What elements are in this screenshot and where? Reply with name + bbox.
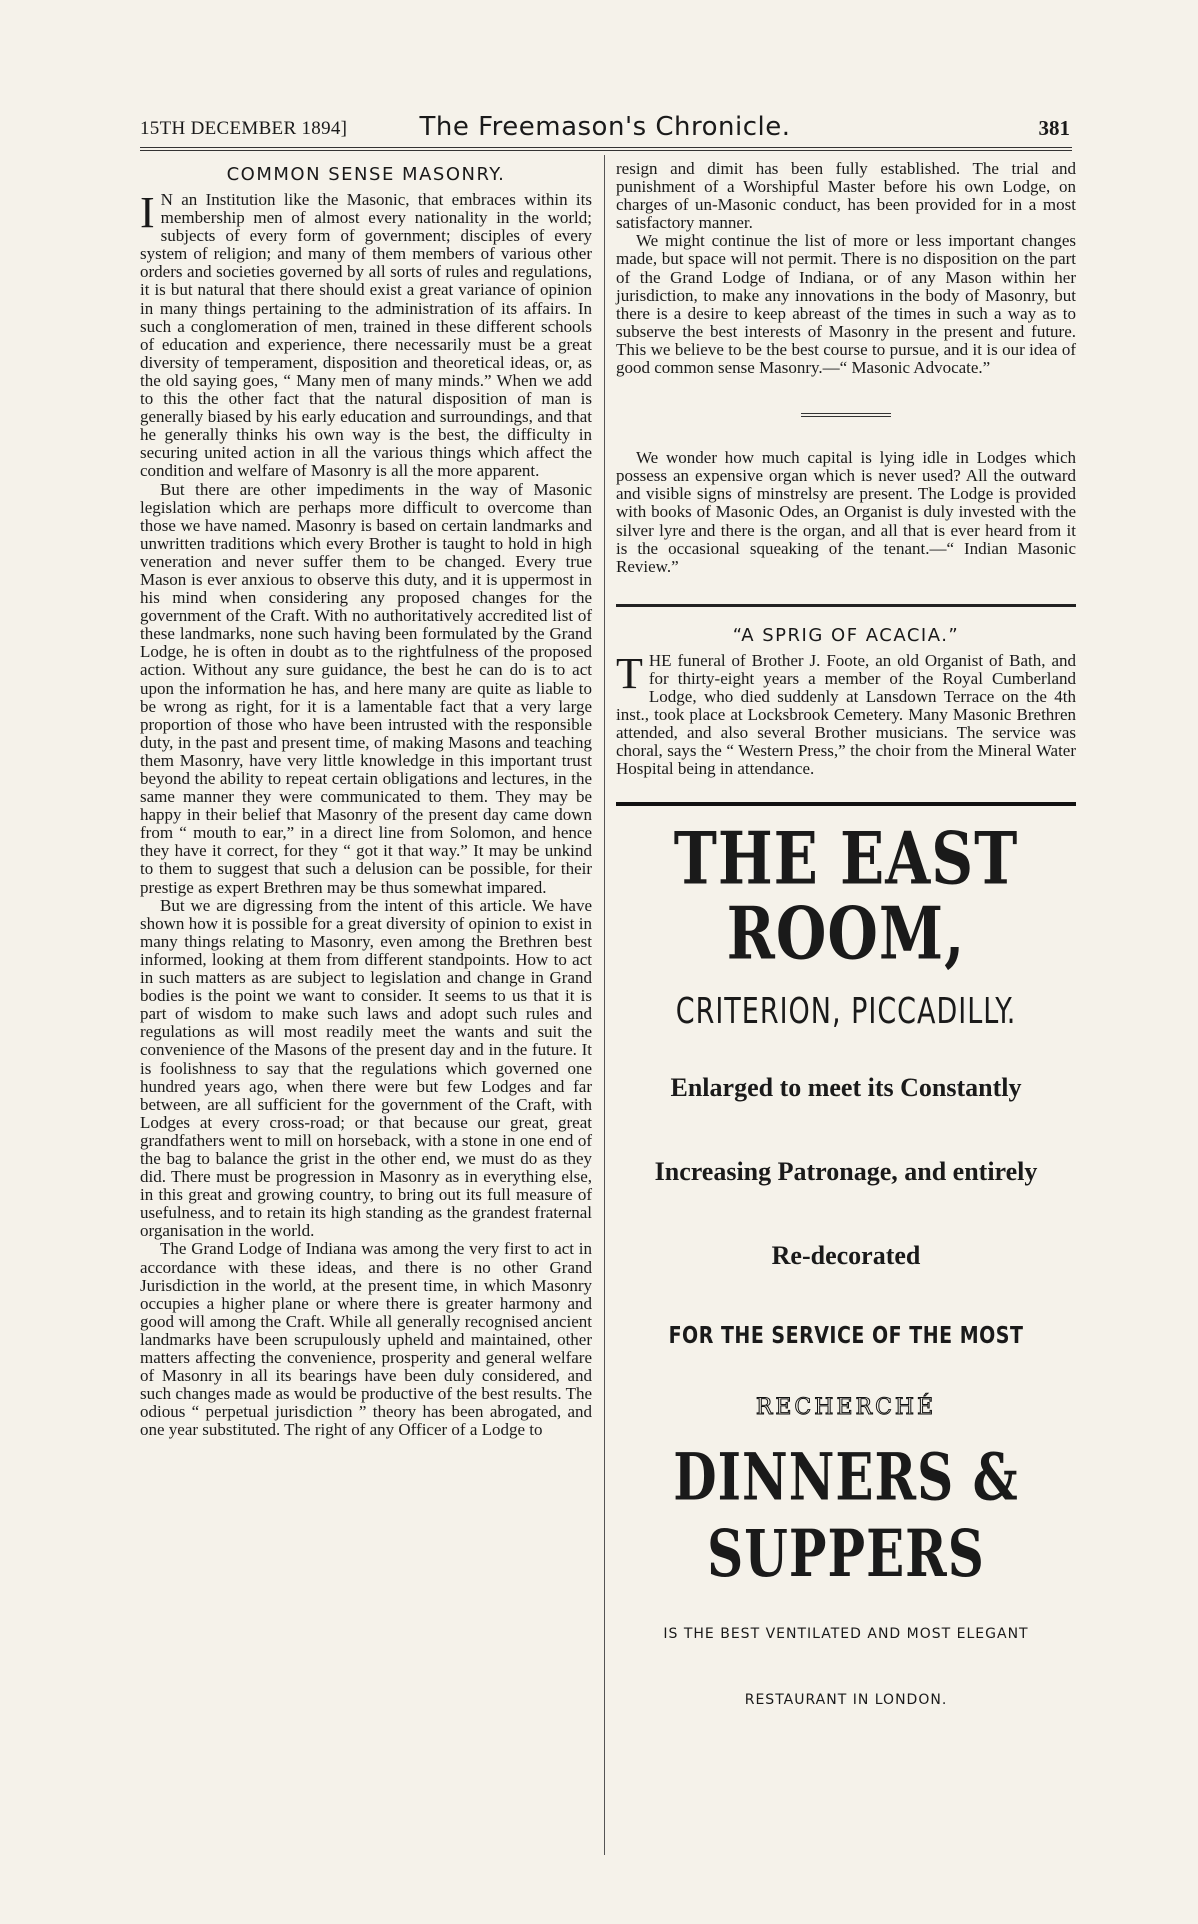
column-divider <box>604 155 605 1855</box>
masthead <box>140 112 1070 146</box>
ad-line: Increasing Patronage, and entirely <box>654 1157 1038 1187</box>
ad-line: RESTAURANT IN LONDON. <box>744 1692 948 1709</box>
ad-recherche: RECHERCHÉ <box>755 1395 937 1421</box>
article-paragraph: I N an Institution like the Masonic, that embraces within its membership men of almost every nationality in the world; subjects of every form of government; disciples of every system of religion; and many of them members of various other orders and societies governed by all sorts of rules and regulations, it is but natural that there should exist a great variance of opinion in many things pertaining to the administration of its affairs. In such a conglomeration of men, trained in these different schools of education and experience, there necessarily must be a great diversity of temperament, disposition and theoretical ideas, or, as the old saying goes, “ Many men of many minds.” When we add to this the other fact that the natural disposition of man is generally biased by his early education and surroundings, and that he generally thinks his own way is the best, the difficulty in securing united action in all the various things which affect the condition and welfare of Masonry is all the more apparent. <box>140 188 592 481</box>
header-rule <box>140 147 1072 151</box>
left-column <box>140 160 592 1439</box>
publication-title: The Freemason's Chronicle. <box>419 112 791 142</box>
article-heading: COMMON SENSE MASONRY. <box>226 164 506 185</box>
right-column <box>616 160 1076 1758</box>
ad-line: IS THE BEST VENTILATED AND MOST ELEGANT <box>663 1626 1029 1643</box>
ad-dinners-suppers: DINNERS & SUPPERS <box>673 1438 1019 1593</box>
organ-paragraph: We wonder how much capital is lying idle in Lodges which possess an expensive organ which is never used? All the outward and visible signs of minstrelsy are present. The Lodge is provided with books of Masonic Odes, an Organist is duly invested with the silver lyre and there is the organ, and all that is ever heard from it is the occasional squeaking of the tenant.—“ Indian Masonic Review.” <box>616 448 1076 576</box>
drop-cap: I <box>140 188 155 237</box>
acacia-heading: “A SPRIG OF ACACIA.” <box>732 624 960 646</box>
article-paragraph: But there are other impediments in the way of Masonic legislation which are perhaps more difficult to overcome than those we have named. Masonry is based on certain landmarks and unwritten traditions which every Brother is taught to hold in high veneration and never suffer them to be changed. Every true Mason is ever anxious to observe this duty, and it is uppermost in his mind when considering any proposed changes for the government of the Craft. With no authoritatively accredited list of these landmarks, none such having been formulated by the Grand Lodge, he is often in doubt as to the rightfulness of the proposed action. Without any sure guidance, the best he can do is to act upon the information he has, and here many are quite as liable to be wrong as right, for it is a lamentable fact that a very large proportion of those who have been intrusted with the responsible duty, in the past and present time, of making Masons and teaching them Masonry, have very little knowledge in this important trust beyond the ability to repeat certain obligations and lectures, in the same manner they were communicated to them. They may be happy in their belief that Masonry of the present day came down from “ mouth to ear,” in a direct line from Solomon, and hence they have it correct, for they “ got it that way.” It may be unkind to them to suggest that such a delusion can be possible, for their prestige as expert Brethren may be thus somewhat impared. <box>140 479 592 897</box>
article-paragraph: But we are digressing from the intent of this article. We have shown how it is possible for a great diversity of opinion to exist in many things relating to Masonry, even among the Brethren best informed, looking at them from different standpoints. How to act in such matters as are subject to legislation and change in Grand bodies is the point we want to consider. It seems to us that it is part of wisdom to make such laws and adopt such rules and regulations as will most readily meet the wants and suit the convenience of the Masons of the present day and in the future. It is foolishness to say that the regulations which governed one hundred years ago, when there were but few Lodges and far between, are all sufficient for the government of the Craft, with Lodges at every cross-road; or that because our great, great grandfathers went to mill on horseback, with a stone in one end of the bag to balance the grist in the other end, we must do as they did. There must be progression in Masonry as in everything else, in this great and growing country, to bring out its full measure of usefulness, and to retain its high standing as the grandest fraternal organisation in the world. <box>140 895 592 1241</box>
acacia-paragraph: THE funeral of Brother J. Foote, an old Organist of Bath, and for thirty-eight years a member of the Royal Cumberland Lodge, who died suddenly at Lansdown Terrace on the 4th inst., took place at Locksbrook Cemetery. Many Masonic Brethren attended, and also several Brother musicians. The service was choral, says the “ Western Press,” the choir from the Mineral Water Hospital being in attendance. <box>616 648 1076 779</box>
ad-location: CRITERION, PICCADILLY. <box>675 990 1017 1033</box>
article-paragraph: The Grand Lodge of Indiana was among the very first to act in accordance with these ideas, and there is no other Grand Jurisdiction in the world, at the present time, in which Masonry occupies a higher plane or where there is greater harmony and good will among the Craft. While all generally recognised ancient landmarks have been scrupulously upheld and maintained, other matters affecting the convenience, prosperity and general welfare of Masonry in all its bearings have been duly considered, and such changes made as would be productive of the best results. The odious “ perpetual jurisdiction ” theory has been abrogated, and one year substituted. The right of any Officer of a Lodge to <box>140 1239 592 1440</box>
issue-date: 15TH DECEMBER 1894] <box>140 118 348 139</box>
section-divider <box>801 413 891 417</box>
page-number: 381 <box>1038 116 1070 140</box>
article-continuation: resign and dimit has been fully established. The trial and punishment of a Worshipful Master before his own Lodge, on charges of un-Masonic conduct, has been provided for in a most satisfactory manner. <box>616 159 1076 233</box>
ad-line: Re-decorated <box>771 1241 921 1271</box>
advertisement-rule <box>616 802 1076 806</box>
ad-line: FOR THE SERVICE OF THE MOST <box>668 1323 1024 1350</box>
section-rule <box>616 604 1076 607</box>
drop-cap: T <box>616 648 643 698</box>
ad-headline: THE EAST ROOM, <box>673 816 1019 977</box>
advertisement <box>616 816 1076 1709</box>
article-paragraph: We might continue the list of more or less important changes made, but space will not permit. There is no disposition on the part of the Grand Lodge of Indiana, or of any Mason within her jurisdiction, to make any innovations in the body of Masonry, but there is a desire to keep abreast of the times in such a way as to subserve the best interests of Masonry in the present and future. This we believe to be the best course to pursue, and it is our idea of good common sense Masonry.—“ Masonic Advocate.” <box>616 231 1076 378</box>
ad-line: Enlarged to meet its Constantly <box>670 1073 1022 1103</box>
